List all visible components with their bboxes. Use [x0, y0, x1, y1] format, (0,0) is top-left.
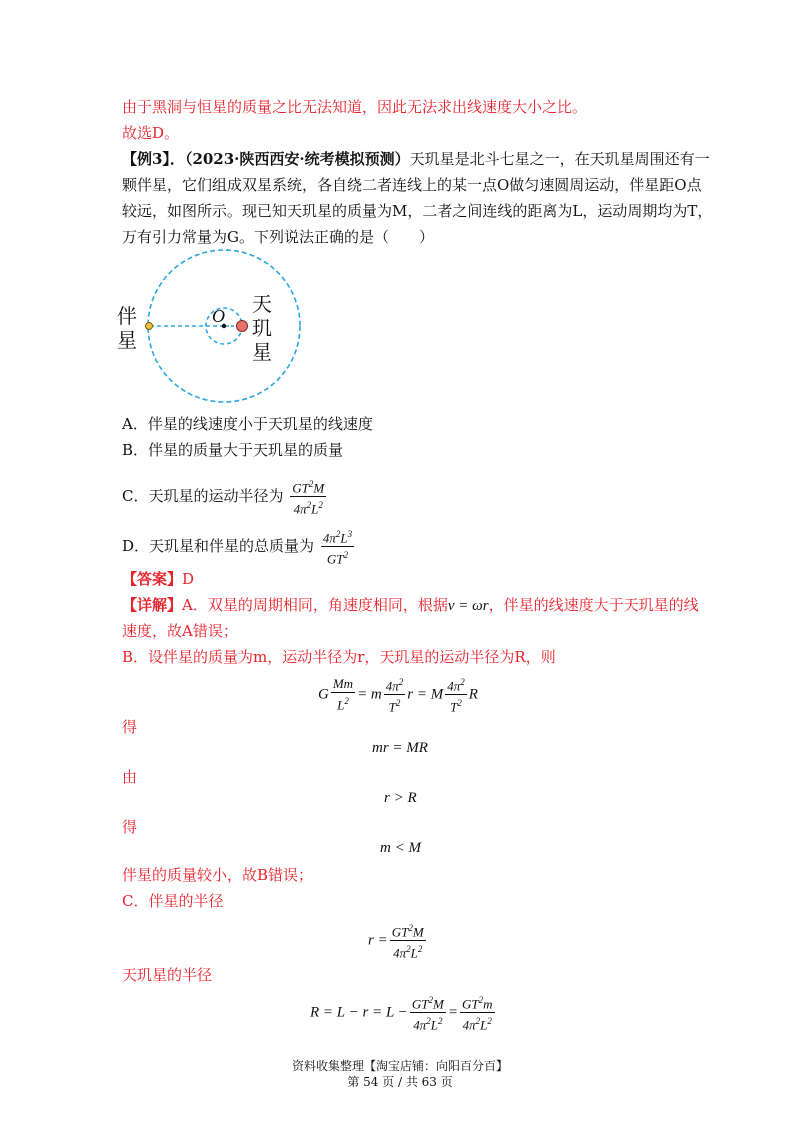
explain-a1-formula: v = ωr — [447, 598, 489, 614]
example-line-2: 颗伴星，它们组成双星系统，各自绕二者连线上的某一点O做匀速圆周运动，伴星距O点 — [122, 176, 702, 194]
tianji-label: 天玑星 — [252, 292, 272, 364]
answer-value: D — [182, 570, 195, 588]
option-c — [122, 476, 328, 518]
answer-line — [122, 566, 194, 592]
companion-star — [146, 323, 153, 330]
formula-R: R = L − r = L − $\frac{GT^2M}{4\pi^2L^2}$ = $\frac{GT^2m}{4\pi^2L^2}$ — [310, 992, 497, 1034]
answer-label: 【答案】 — [122, 570, 183, 588]
example-line-1 — [122, 146, 710, 172]
explain-a1: A．双星的周期相同，角速度相同，根据 — [182, 596, 448, 614]
footer-source: 资料收集整理【淘宝店铺：向阳百分百】 — [291, 1059, 508, 1073]
explain-line-1 — [122, 592, 699, 619]
explain-you: 由 — [122, 768, 138, 786]
explain-line-b1: B．设伴星的质量为m，运动半径为r，天玑星的运动半径为R，则 — [122, 648, 556, 666]
option-c-text: C．天玑星的运动半径为 — [122, 486, 284, 505]
option-d-fraction: $\frac{4\pi^2L^3}{GT^2}$ — [321, 526, 354, 568]
explain-a1-tail: ，伴星的线速度大于天玑星的线 — [488, 596, 699, 614]
intro-line-2: 故选D。 — [122, 124, 180, 142]
explain-line-2: 速度，故A错误； — [122, 622, 238, 640]
explain-b-end: 伴星的质量较小，故B错误； — [122, 866, 314, 884]
formula-gravity: G $\frac{Mm}{L^2}$ = m $\frac{4\pi^2}{T^2}$ r = M $\frac{4\pi^2}{T^2}$ R — [318, 674, 478, 716]
tianji-star — [237, 321, 248, 332]
formula-mr-MR: mr = MR — [372, 740, 428, 756]
example-text-a: 天玑星是北斗七星之一，在天玑星周围还有一 — [409, 150, 710, 168]
option-a: A．伴星的线速度小于天玑星的线速度 — [122, 415, 373, 433]
binary-star-diagram — [118, 248, 318, 408]
explain-label: 【详解】 — [122, 596, 183, 614]
option-d-text: D．天玑星和伴星的总质量为 — [122, 536, 315, 555]
footer-page-number: 第 54 页 / 共 63 页 — [347, 1075, 453, 1089]
option-c-fraction: $\frac{GT^2M}{4\pi^2L^2}$ — [290, 476, 326, 518]
formula-r: r = $\frac{GT^2M}{4\pi^2L^2}$ — [368, 920, 428, 962]
example-line-4: 万有引力常量为G。下列说法正确的是（ ） — [122, 228, 434, 246]
example-source: （2023·陕西西安·统考模拟预测） — [184, 150, 410, 168]
explain-c2: 天玑星的半径 — [122, 966, 213, 984]
companion-label: 伴星 — [117, 304, 137, 352]
explain-de-1: 得 — [122, 718, 138, 736]
option-d — [122, 526, 356, 568]
formula-r-gt-R: r > R — [384, 790, 417, 806]
intro-line-1: 由于黑洞与恒星的质量之比无法知道，因此无法求出线速度大小之比。 — [122, 98, 588, 116]
formula-m-lt-M: m < M — [380, 840, 421, 856]
center-label: O — [212, 306, 225, 326]
explain-c1: C．伴星的半径 — [122, 892, 224, 910]
explain-de-2: 得 — [122, 818, 138, 836]
example-label: 【例3】． — [122, 150, 185, 168]
diagram-svg — [118, 248, 318, 408]
example-line-3: 较远，如图所示。现已知天玑星的质量为M，二者之间连线的距离为L，运动周期均为T， — [122, 202, 713, 220]
option-b: B．伴星的质量大于天玑星的质量 — [122, 441, 344, 459]
